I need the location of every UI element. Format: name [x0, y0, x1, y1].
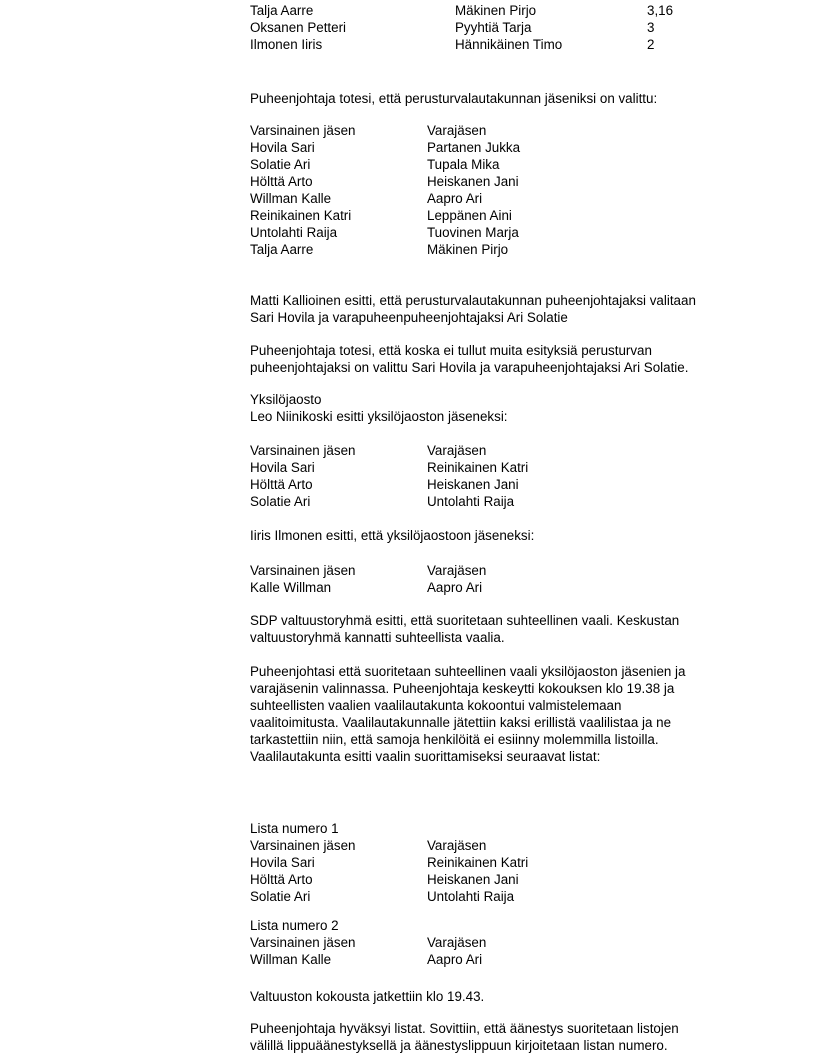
- paragraph-ilmonen-intro: Iiris Ilmonen esitti, että yksilöjaostoon jäseneksi:: [250, 528, 535, 543]
- deputy-cell: Tuovinen Marja: [427, 225, 519, 240]
- table-row: [250, 2, 673, 19]
- column-header-member: Varsinainen jäsen: [250, 935, 356, 950]
- member-cell: Hovila Sari: [250, 140, 315, 155]
- list-item: [250, 156, 520, 173]
- member-cell: Oksanen Petteri: [250, 20, 347, 35]
- deputy-cell: Heiskanen Jani: [427, 477, 519, 492]
- list-item: [250, 951, 486, 968]
- score-cell: 2: [647, 37, 655, 52]
- deputy-cell: Mäkinen Pirjo: [455, 3, 537, 18]
- column-header-member: Varsinainen jäsen: [250, 123, 356, 138]
- member-cell: Reinikainen Katri: [250, 208, 352, 223]
- member-cell: Kalle Willman: [250, 580, 332, 595]
- list-item: [250, 888, 528, 905]
- column-header-deputy: Varajäsen: [427, 443, 487, 458]
- score-cell: 3: [647, 20, 655, 35]
- paragraph-suhteellinen: [250, 663, 685, 765]
- deputy-cell: Reinikainen Katri: [427, 855, 529, 870]
- member-cell: Hölttä Arto: [250, 872, 313, 887]
- paragraph-jatkettiin: Valtuuston kokousta jatkettiin klo 19.43.: [250, 989, 485, 1004]
- paragraph-sdp: [250, 612, 679, 646]
- paragraph-line: Puheenjohtaja totesi, että koska ei tullut muita esityksiä perusturvan: [250, 343, 652, 358]
- list-title: Lista numero 2: [250, 918, 339, 933]
- column-header-deputy: Varajäsen: [427, 123, 487, 138]
- member-cell: Hölttä Arto: [250, 477, 313, 492]
- niinikoski-member-list: [250, 442, 528, 510]
- member-cell: Ilmonen Iiris: [250, 37, 323, 52]
- lista-2: [250, 917, 486, 968]
- member-cell: Untolahti Raija: [250, 225, 338, 240]
- list-item: [250, 173, 520, 190]
- list-item: [250, 139, 520, 156]
- paragraph-line: Puheenjohtaja hyväksyi listat. Sovittiin, että äänestys suoritetaan listojen: [250, 1021, 679, 1036]
- yksilojaosto-section-heading: [250, 391, 508, 425]
- table-row: [250, 36, 673, 53]
- vote-result-table: [250, 2, 673, 53]
- deputy-cell: Leppänen Aini: [427, 208, 512, 223]
- list-item: [250, 207, 520, 224]
- list-item: [250, 241, 520, 258]
- score-cell: 3,16: [647, 3, 674, 18]
- list-header-row: [250, 837, 528, 854]
- lista-1: [250, 820, 528, 905]
- list-item: [250, 871, 528, 888]
- paragraph-line: tarkastettiin niin, että samoja henkilöitä ei esiinny molemmilla listoilla.: [250, 732, 659, 747]
- paragraph-line: vaalitoimitusta. Vaalilautakunnalle jätettiin kaksi erillistä vaalilistaa ja ne: [250, 715, 672, 730]
- column-header-deputy: Varajäsen: [427, 935, 487, 950]
- ilmonen-member-list: [250, 562, 486, 596]
- list-item: [250, 476, 528, 493]
- deputy-cell: Heiskanen Jani: [427, 872, 519, 887]
- member-cell: Solatie Ari: [250, 494, 311, 509]
- deputy-cell: Untolahti Raija: [427, 494, 515, 509]
- column-header-member: Varsinainen jäsen: [250, 563, 356, 578]
- member-cell: Hovila Sari: [250, 855, 315, 870]
- paragraph-line: Puheenjohtasi että suoritetaan suhteellinen vaali yksilöjaoston jäsenien ja: [250, 664, 686, 679]
- list-header-row: [250, 934, 486, 951]
- paragraph-line: välillä lippuäänestyksellä ja äänestyslippuun kirjoitetaan listan numero.: [250, 1038, 668, 1053]
- column-header-member: Varsinainen jäsen: [250, 838, 356, 853]
- paragraph-line: valtuustoryhmä kannatti suhteellista vaalia.: [250, 630, 505, 645]
- member-cell: Hovila Sari: [250, 460, 315, 475]
- paragraph-line: Matti Kallioinen esitti, että perusturvalautakunnan puheenjohtajaksi valitaan: [250, 293, 696, 308]
- member-cell: Hölttä Arto: [250, 174, 313, 189]
- paragraph-line: Sari Hovila ja varapuheenpuheenjohtajaksi Ari Solatie: [250, 310, 568, 325]
- member-cell: Solatie Ari: [250, 157, 311, 172]
- deputy-cell: Pyyhtiä Tarja: [455, 20, 532, 35]
- column-header-member: Varsinainen jäsen: [250, 443, 356, 458]
- list-item: [250, 190, 520, 207]
- deputy-cell: Partanen Jukka: [427, 140, 521, 155]
- section-heading: Yksilöjaosto: [250, 392, 322, 407]
- list-header-row: [250, 122, 520, 139]
- paragraph-line: Vaalilautakunta esitti vaalin suorittamiseksi seuraavat listat:: [250, 749, 601, 764]
- list-item: [250, 224, 520, 241]
- member-cell: Solatie Ari: [250, 889, 311, 904]
- paragraph-totesi: [250, 342, 688, 376]
- table-row: [250, 19, 673, 36]
- deputy-cell: Mäkinen Pirjo: [427, 242, 509, 257]
- paragraph-niinikoski-intro: Leo Niinikoski esitti yksilöjaoston jäseneksi:: [250, 409, 508, 424]
- paragraph-line: varajäsenin valinnassa. Puheenjohtaja keskeytti kokouksen klo 19.38 ja: [250, 681, 675, 696]
- deputy-cell: Hännikäinen Timo: [455, 37, 563, 52]
- list-item: [250, 493, 528, 510]
- paragraph-hyvaksyi: [250, 1020, 679, 1054]
- perusturva-member-list: [250, 122, 520, 258]
- paragraph-kallioinen: [250, 292, 696, 326]
- list-item: [250, 459, 528, 476]
- deputy-cell: Aapro Ari: [427, 580, 483, 595]
- deputy-cell: Tupala Mika: [427, 157, 500, 172]
- member-cell: Talja Aarre: [250, 242, 314, 257]
- list-item: [250, 579, 486, 596]
- list-header-row: [250, 442, 528, 459]
- list-header-row: [250, 562, 486, 579]
- member-cell: Talja Aarre: [250, 3, 314, 18]
- deputy-cell: Aapro Ari: [427, 191, 483, 206]
- column-header-deputy: Varajäsen: [427, 563, 487, 578]
- member-cell: Willman Kalle: [250, 191, 332, 206]
- deputy-cell: Untolahti Raija: [427, 889, 515, 904]
- column-header-deputy: Varajäsen: [427, 838, 487, 853]
- member-cell: Willman Kalle: [250, 952, 332, 967]
- paragraph-line: suhteellisten vaalien vaalilautakunta kokoontui valmistelemaan: [250, 698, 622, 713]
- deputy-cell: Heiskanen Jani: [427, 174, 519, 189]
- list-title: Lista numero 1: [250, 821, 339, 836]
- deputy-cell: Reinikainen Katri: [427, 460, 529, 475]
- paragraph-line: puheenjohtajaksi on valittu Sari Hovila ja varapuheenjohtajaksi Ari Solatie.: [250, 360, 689, 375]
- list-item: [250, 854, 528, 871]
- deputy-cell: Aapro Ari: [427, 952, 483, 967]
- paragraph-line: SDP valtuustoryhmä esitti, että suoritetaan suhteellinen vaali. Keskustan: [250, 613, 680, 628]
- paragraph-perusturva-intro: Puheenjohtaja totesi, että perusturvalautakunnan jäseniksi on valittu:: [250, 91, 658, 106]
